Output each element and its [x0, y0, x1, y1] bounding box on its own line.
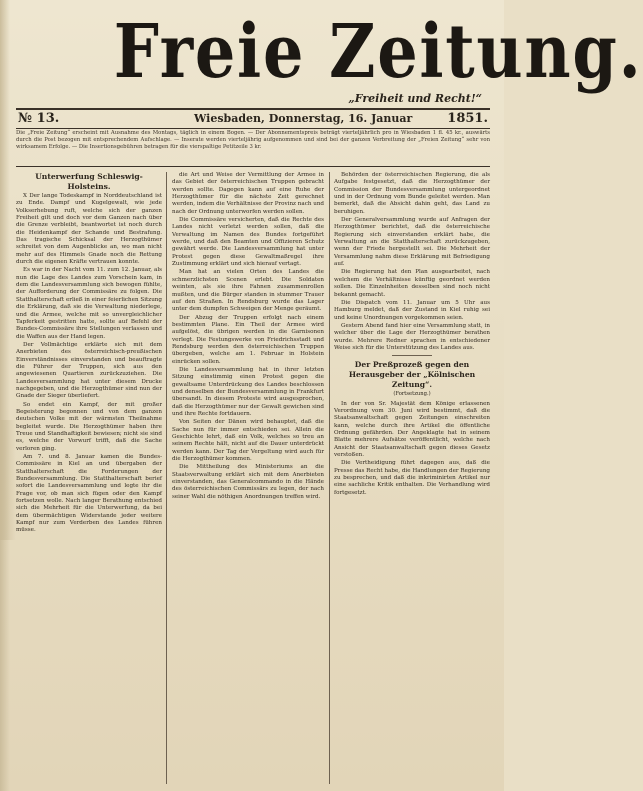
article-paragraph: Die Commissäre versicherten, daß die Rechte des Landes nicht verletzt werden sollen, daß die Verwaltung im Namen des Bundes fortgeführt werde, und daß den Beamten und Offizieren Schutz gewährt werde. Die Landesversammlung hat unter Protest gegen diese Gewaltmaßregel ihre Zustimmung erklärt und sich hierauf vertagt. [172, 217, 324, 268]
city-date: Wiesbaden, Donnerstag, 16. Januar [194, 112, 413, 125]
article-paragraph: So endet ein Kampf, der mit großer Begeisterung begonnen und von dem ganzen deutschen Volke mit der wärmsten Theilnahme begleitet wurde. Die Herzogthümer haben ihre Treue und Standhaftigkeit bewiesen; nicht sie sind es, welche der Vorwurf trifft, daß die Sache verloren ging. [16, 401, 162, 452]
article-paragraph: Die Mittheilung des Ministeriums an die Staatsverwaltung erklärt sich mit dem Anerbieten einverstanden, das Generalcommando in die Hände des österreichischen Commissärs zu legen, der nach seiner Wahl die nöthigen Anordnungen treffen wird. [172, 464, 324, 500]
column-divider [329, 172, 330, 784]
dateline [16, 108, 490, 129]
article-paragraph: Die Dispatch vom 11. Januar um 5 Uhr aus Hamburg meldet, daß der Zustand in Kiel ruhig sei und keine Unordnungen vorgekommen seien. [334, 299, 490, 321]
article-paragraph: Gestern Abend fand hier eine Versammlung statt, in welcher über die Lage der Herzogthümer berathen wurde. Mehrere Redner sprachen in entschiedener Weise sich für die Unterstützung des Landes aus. [334, 322, 490, 351]
article-paragraph: Der Vollmächtige erklärte sich mit dem Anerbieten des österreichisch-preußischen Einverständnisses einverstanden und beauftragte die Führer der Truppen, sich aus den angewiesenen Quartieren zurückzuziehen. Die Landesversammlung hat unter diesem Drucke nachgegeben, und die Herzogthümer sind nun der Gnade der Sieger überliefert. [16, 341, 162, 400]
article-paragraph: Die Regierung hat den Plan ausgearbeitet, nach welchem die Verhältnisse künftig geordnet werden sollen. Die Einzelnheiten desselben sind noch nicht bekannt gemacht. [334, 269, 490, 298]
subscription-notice: Die „Freie Zeitung“ erscheint mit Ausnahme des Montags, täglich in einem Bogen. — Der Abonnementspreis beträgt vierteljährlich pro in Wiesbaden 1 fl. 45 kr., auswärts durch die Post bezogen mit entsprechendem Aufschlage. — Inserate werden vierteljährig aufgenommen und sind bei der ganzen Verbreitung der „Freien Zeitung“ sehr von wirksamem Erfolge. — Die Insertionsgebühren betragen für die vierspaltige Petitzeile 3 kr. [16, 130, 490, 167]
article-paragraph: die Art und Weise der Vermittlung der Armee in das Gebiet der österreichischen Truppen gebracht werden sollte. Dagegen kann auf eine Ruhe der Herzogthümer für die nächste Zeit gerechnet werden, indem die Verhältnisse der Provinz nach und nach der Ordnung unterworfen werden sollen. [172, 172, 325, 215]
column-3 [334, 172, 490, 784]
article-paragraph: Behörden der österreichischen Regierung, die als Aufgabe festgesetzt, daß die Herzogthümer der Commission der Bundesversammlung untergeordnet und in der Ordnung vom Bunde geleitet werden. Man bemerkt, daß die Absicht dahin geht, das Land zu beruhigen. [334, 172, 490, 215]
column-divider [166, 172, 167, 784]
masthead-motto: „Freiheit und Recht!“ [348, 92, 482, 105]
article-paragraph: Es war in der Nacht vom 11. zum 12. Januar, als nun die Lage des Landes zum Vorschein kam, in dem die Landesversammlung sich bewogen fühlte, der Aufforderung der Commissäre zu folgen. Die Statthalterschaft erließ in einer feierlichen Sitzung die Erklärung, daß sie die Verwaltung niederlege, und die Armee, welche mit so unvergleichlicher Tapferkeit gestritten hatte, sollte auf Befehl der Bundes-Commissäre ihre Stellungen verlassen und die Waffen aus der Hand legen. [16, 267, 162, 340]
article-paragraph: Man hat an vielen Orten des Landes die schmerzlichsten Scenen erlebt. Die Soldaten weinten, als sie ihre Fahnen zusammenrollen mußten, und die Bürger standen in stummer Trauer auf den Straßen. In Rendsburg wurde das Lager unter dem dumpfen Schweigen der Menge geräumt. [172, 269, 324, 313]
article-paragraph: Der Abzug der Truppen erfolgt nach einem bestimmten Plane. Ein Theil der Armee wird aufgelöst, die übrigen werden in die Garnisonen verlegt. Die Festungswerke von Friedrichsstadt und Rendsburg werden den österreichischen Truppen übergeben, welche am 1. Februar in Holstein einrücken sollen. [172, 314, 324, 365]
article-headline: Der Preßprozeß gegen den Herausgeber der „Kölnischen Zeitung“. [348, 360, 476, 390]
article-paragraph: Die Vertheidigung führt dagegen aus, daß die Presse das Recht habe, die Handlungen der Regierung zu besprechen, und daß die inkriminirten Artikel nur eine sachliche Kritik enthalten. Die Verhandlung wird fortgesetzt. [334, 460, 490, 496]
article-subheading: (Fortsetzung.) [393, 391, 431, 398]
column-2 [172, 172, 324, 784]
article-paragraph: Der Generalversammlung wurde auf Anfragen der Herzogthümer berichtet, daß die österreichische Regierung sich einverstanden erklärt habe, die Verwaltung an die Statthalterschaft zurückzugeben, wenn der Friede hergestellt sei. Die Mehrheit der Versammlung nahm diese Erklärung mit Befriedigung auf. [334, 217, 490, 268]
column-1 [16, 172, 162, 784]
article-paragraph: Von Seiten der Dänen wird behauptet, daß die Sache nun für immer entschieden sei. Allein die Geschichte lehrt, daß ein Volk, welches so treu an seinem Rechte hält, nicht auf die Dauer unterdrückt werden kann. Der Tag der Vergeltung wird auch für die Herzogthümer kommen. [172, 419, 324, 463]
issue-number: № 13. [18, 111, 60, 126]
page-edge-shadow [0, 420, 16, 540]
article-paragraph: X Der lange Todeskampf in Norddeutschland ist zu Ende. Dampf und Kugelgewalt, wie jede Volkserhebung ruft, welche sich der ganzen Freiheit gilt und doch vor dem Ganzen nach über die Grenze verbleibt, beantwortet ist noch durch die Heidenkampf der Schande und Bestrafung. Das tragische Schicksal der Herzogthümer schreitet von dem Augenblicke an, wo man nicht mehr auf des Himmels Gnade noch die Rettung durch die eigenen Kräfte vertrauen konnte. [16, 193, 162, 266]
article-headline: Unterwerfung Schleswig-Holsteins. [35, 172, 143, 191]
article-paragraph: Die Landesversammlung hat in ihrer letzten Sitzung einstimmig einen Protest gegen die gewaltsame Unterdrückung des Landes beschlossen und denselben der Bundesversammlung in Frankfurt übersandt. In diesem Proteste wird ausgesprochen, daß die Herzogthümer nur der Gewalt gewichen sind und ihre Rechte fortdauern. [172, 366, 324, 417]
section-separator [392, 355, 432, 356]
article-paragraph: In der von Sr. Majestät dem Könige erlassenen Verordnung vom 30. Juni wird bestimmt, daß die Staatsanwaltschaft gegen Zeitungen einschreiten kann, welche durch ihre Artikel die öffentliche Ordnung gefährden. Der Angeklagte hat in seinem Blatte mehrere Aufsätze veröffentlicht, welche nach Ansicht der Staatsanwaltschaft gegen dieses Gesetz verstoßen. [334, 400, 490, 458]
article-paragraph: Am 7. und 8. Januar kamen die Bundes-Commissäre in Kiel an und übergaben der Statthalterschaft die Forderungen der Bundesversammlung. Die Statthalterschaft berief sofort die Landesversammlung und legte ihr die Frage vor, ob man sich fügen oder den Kampf fortsetzen wolle. Nach langer Berathung entschied sich die Mehrheit für die Unterwerfung, da bei dem übermächtigen Widerstande jeder weitere Kampf nur zum Verderben des Landes führen müsse. [16, 454, 162, 534]
issue-year: 1851. [447, 111, 488, 126]
masthead-title: Freie Zeitung. [113, 9, 643, 95]
